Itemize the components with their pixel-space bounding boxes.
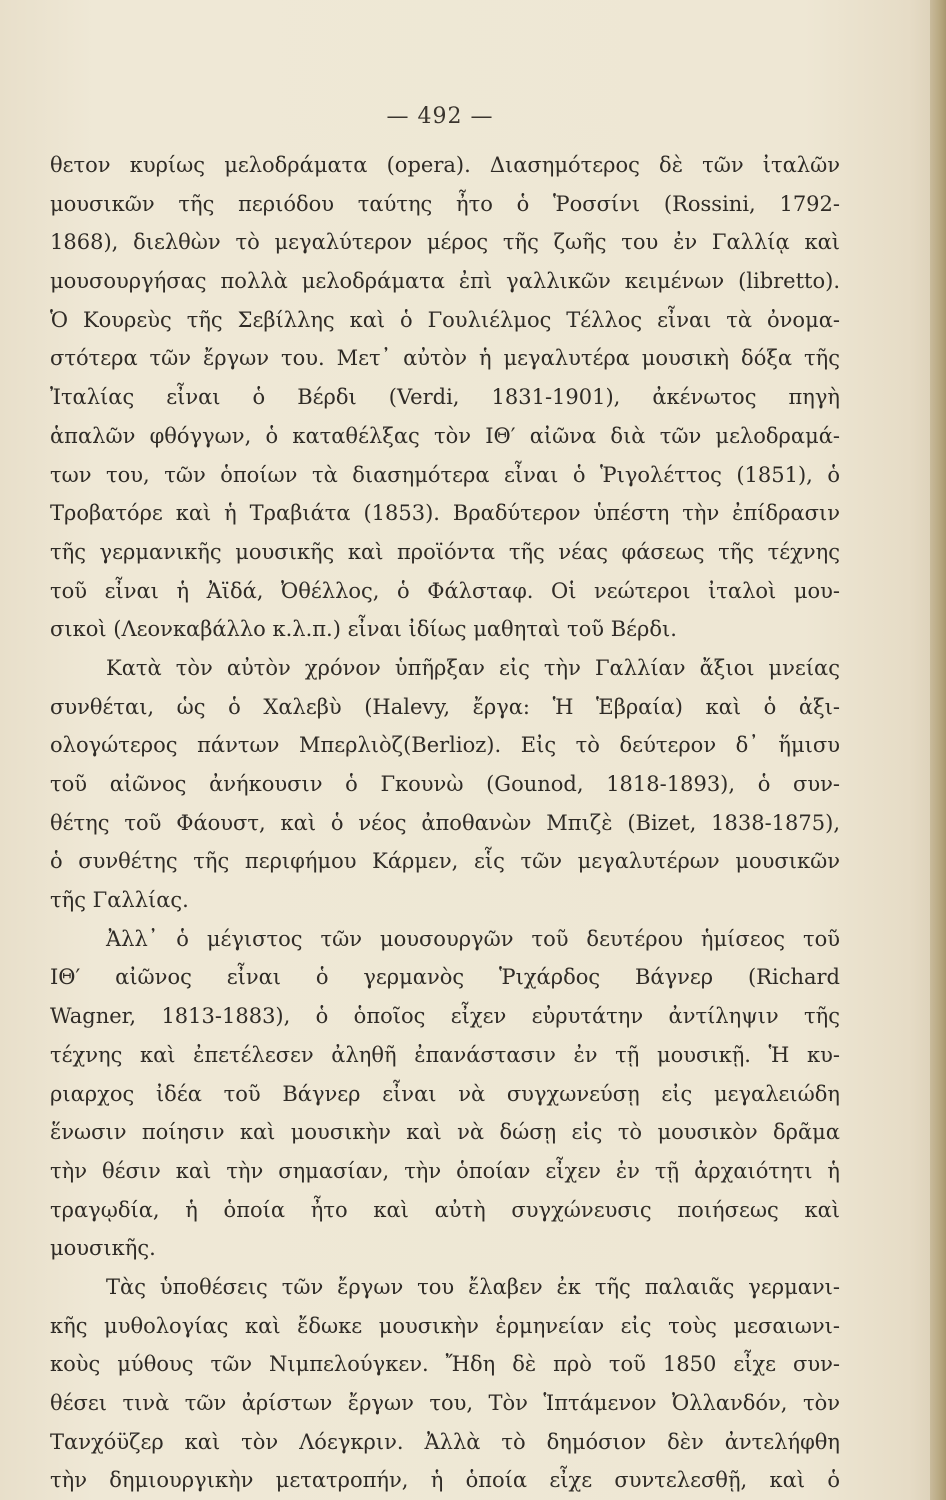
text-line: θέτης τοῦ Φάουστ, καὶ ὁ νέος ἀποθανὼν Μπιζὲ (Bizet, 1838-1875), xyxy=(50,810,840,835)
text-line: τοῦ αἰῶνος ἀνήκουσιν ὁ Γκουνὼ (Gounod, 1818-1893), ὁ συν- xyxy=(50,772,840,796)
text-line: σικοὶ (Λεονκαβάλλο κ.λ.π.) εἶναι ἰδίως μαθηταὶ τοῦ Βέρδι. xyxy=(50,617,677,642)
text-line: Wagner, 1813-1883), ὁ ὁποῖος εἶχεν εὐρυτάτην ἀντίληψιν τῆς xyxy=(50,1004,840,1029)
text-line: τὴν δημιουργικὴν μετατροπήν, ἡ ὁποία εἶχε συντελεσθῇ, καὶ ὁ xyxy=(50,1468,840,1493)
text-line: 1868), διελθὼν τὸ μεγαλύτερον μέρος τῆς ζωῆς του ἐν Γαλλίᾳ καὶ xyxy=(50,230,840,255)
text-line: μουσουργήσας πολλὰ μελοδράματα ἐπὶ γαλλικῶν κειμένων (libretto). xyxy=(50,269,840,294)
text-line: ὁ συνθέτης τῆς περιφήμου Κάρμεν, εἷς τῶν μεγαλυτέρων μουσικῶν xyxy=(50,849,840,874)
text-line: μουσικῶν τῆς περιόδου ταύτης ἦτο ὁ Ῥοσσίνι (Rossini, 1792- xyxy=(50,191,840,216)
text-line: των του, τῶν ὁποίων τὰ διασημότερα εἶναι ὁ Ῥιγολέττος (1851), ὁ xyxy=(50,462,840,487)
text-line: θέσει τινὰ τῶν ἀρίστων ἔργων του, Τὸν Ἱπτάμενον Ὀλλανδόν, τὸν xyxy=(50,1391,840,1415)
text-line: Τὰς ὑποθέσεις τῶν ἔργων του ἔλαβεν ἐκ τῆς παλαιᾶς γερμανι- xyxy=(106,1274,840,1299)
text-line: κῆς μυθολογίας καὶ ἔδωκε μουσικὴν ἑρμηνείαν εἰς τοὺς μεσαιωνι- xyxy=(50,1313,840,1338)
text-line: τραγῳδία, ἡ ὁποία ἦτο καὶ αὐτὴ συγχώνευσις ποιήσεως καὶ xyxy=(50,1197,840,1222)
text-line: μουσικῆς. xyxy=(50,1236,156,1261)
text-line: ριαρχος ἰδέα τοῦ Βάγνερ εἶναι νὰ συγχωνεύσῃ εἰς μεγαλειώδη xyxy=(50,1081,840,1106)
text-line: συνθέται, ὡς ὁ Χαλεβὺ (Halevy, ἔργα: Ἡ Ἑβραία) καὶ ὁ ἀξι- xyxy=(50,694,840,719)
text-line: ἁπαλῶν φθόγγων, ὁ καταθέλξας τὸν ΙΘ′ αἰῶνα διὰ τῶν μελοδραμά- xyxy=(50,423,840,448)
text-line: Ἀλλ᾽ ὁ μέγιστος τῶν μουσουργῶν τοῦ δευτέρου ἡμίσεος τοῦ xyxy=(106,926,840,951)
text-line: θετον κυρίως μελοδράματα (opera). Διασημότερος δὲ τῶν ἰταλῶν xyxy=(50,153,840,177)
page-number: — 492 — xyxy=(386,104,494,129)
text-line: τέχνης καὶ ἐπετέλεσεν ἀληθῆ ἐπανάστασιν ἐν τῇ μουσικῇ. Ἡ κυ- xyxy=(50,1042,840,1067)
text-line: Κατὰ τὸν αὐτὸν χρόνον ὑπῆρξαν εἰς τὴν Γαλλίαν ἄξιοι μνείας xyxy=(106,655,840,680)
text-line: τῆς Γαλλίας. xyxy=(50,888,189,913)
text-line: ΙΘ′ αἰῶνος εἶναι ὁ γερμανὸς Ῥιχάρδος Βάγνερ (Richard xyxy=(50,965,840,990)
text-line: Τανχόϋζερ καὶ τὸν Λόεγκριν. Ἀλλὰ τὸ δημόσιον δὲν ἀντελήφθη xyxy=(50,1429,840,1454)
text-line: στότερα τῶν ἔργων του. Μετ᾽ αὐτὸν ἡ μεγαλυτέρα μουσικὴ δόξα τῆς xyxy=(50,346,840,371)
text-line: Ἰταλίας εἶναι ὁ Βέρδι (Verdi, 1831-1901), ἀκένωτος πηγὴ xyxy=(50,385,840,410)
page-spine-edge xyxy=(930,0,946,1500)
text-line: τὴν θέσιν καὶ τὴν σημασίαν, τὴν ὁποίαν εἶχεν ἐν τῇ ἀρχαιότητι ἡ xyxy=(50,1158,840,1183)
text-line: τῆς γερμανικῆς μουσικῆς καὶ προϊόντα τῆς νέας φάσεως τῆς τέχνης xyxy=(50,539,840,564)
text-line: ἕνωσιν ποίησιν καὶ μουσικὴν καὶ νὰ δώσῃ εἰς τὸ μουσικὸν δρᾶμα xyxy=(50,1120,840,1145)
text-line: Ὁ Κουρεὺς τῆς Σεβίλλης καὶ ὁ Γουλιέλμος Τέλλος εἶναι τὰ ὀνομα- xyxy=(50,307,840,332)
text-line: κοὺς μύθους τῶν Νιμπελούγκεν. Ἤδη δὲ πρὸ τοῦ 1850 εἶχε συν- xyxy=(50,1352,840,1377)
text-line: τοῦ εἶναι ἡ Ἀϊδά, Ὀθέλλος, ὁ Φάλσταφ. Οἱ νεώτεροι ἰταλοὶ μου- xyxy=(50,578,840,603)
text-line: Τροβατόρε καὶ ἡ Τραβιάτα (1853). Βραδύτερον ὑπέστη τὴν ἐπίδρασιν xyxy=(50,501,840,526)
text-line: ολογώτερος πάντων Μπερλιὸζ(Berlioz). Εἰς τὸ δεύτερον δ᾽ ἥμισυ xyxy=(50,733,840,758)
body-text xyxy=(50,146,840,1500)
